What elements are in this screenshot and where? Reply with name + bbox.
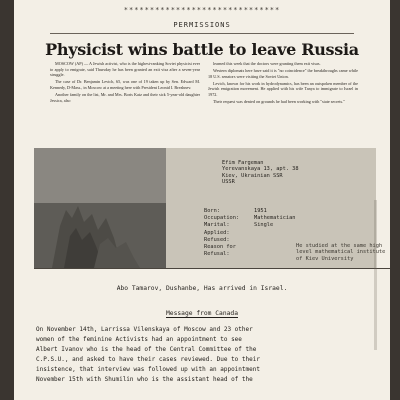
section-label: PERMISSIONS [173,21,231,29]
studied-line: of Kiev University [296,255,354,262]
portrait-photo [34,148,166,268]
field-value [248,230,254,237]
field-value: Mathematician [254,215,296,222]
field-value [248,244,254,251]
field-row [204,215,295,222]
divider [50,33,354,34]
clipping-paragraph: Another family on the list, Mr. and Mrs. Boris Katz and their sick 5-year-old daughter Jessica, also [50,91,200,103]
document-page [14,0,390,400]
address-line: Kiev, Ukrainian SSR [222,172,283,179]
message-title [14,310,390,317]
studied-note [296,243,385,262]
field-label: Refused: [204,236,230,243]
divider [34,268,390,269]
paper-edge-shadow [374,200,377,350]
field-row [204,208,295,215]
field-value [248,237,254,244]
address-block [222,160,299,186]
message-line: Albert Ivanov who is the head of the Central Committee of the [36,346,257,353]
field-label: Occupation: [204,215,240,222]
field-label: Refusal: [204,251,230,258]
field-value [248,251,254,258]
field-row [204,244,295,251]
clipping-paragraph: MOSCOW (AP) — A Jewish activist, who is the highest-ranking Soviet physicist ever to apply to emigrate, said Thursday he has been granted an exit visa after a seven-year struggle. [50,61,200,78]
field-label: Reason for [204,244,236,251]
clipping-left-column [50,61,200,105]
address-line: USSR [222,179,235,186]
field-value: Single [254,222,274,229]
message-line: insistence, that interview was followed up with an appointment [36,366,260,373]
message-line: On November 14th, Larrissa Vilenskaya of Moscow and 23 other [36,326,253,333]
address-line: Efim Fargeman [222,160,264,166]
message-line: C.P.S.U., and asked to have their cases reviewed. Due to their [36,356,260,363]
studied-line: He studied at the same high [296,243,383,249]
field-value: 1951 [254,208,267,214]
address-line: Yerevanskaya 13, apt. 38 [222,166,299,173]
field-row [204,222,295,229]
field-label: Born: [204,208,220,214]
clipping-paragraph: The case of Dr. Benjamin Levich, 65, was one of 19 taken up by Sen. Edward M. Kennedy, D-Mass., in Moscow at a meeting here with President Leonid I. Brezhnev. [50,79,200,90]
field-row [204,237,295,244]
clipping-paragraph: Western diplomats here have said it is "no coincidence" the breakthroughs came while 18 U.S. senators were visiting the Soviet Union. [208,68,358,79]
clipping-headline: Physicist wins battle to leave Russia [45,40,359,59]
message-line: women of the feminine Activists had an appointment to see [36,336,242,343]
message-title-text: Message from Canada [165,310,239,317]
clipping-paragraph: Levich, known for his work in hydrodynamics, has been an outspoken member of the Jewish emigration movement. He applied with his wife Tanya to immigrate to Israel in 1972. [208,80,358,97]
clipping-right-column [208,61,358,106]
clipping-paragraph: Their request was denied on grounds he had been working with "state secrets." [213,99,345,105]
clipping-paragraph: learned this week that the doctors were granting them exit visas. [213,61,321,66]
field-label: Applied: [204,229,230,236]
arrival-announcement: Abo Tamarov, Dushanbe, Has arrived in Israel. [116,285,288,292]
top-dot-rule: ****************************** [123,6,281,14]
message-line: November 15th with Shumilin who is the assistant head of the [36,376,253,383]
field-label: Marital: [204,222,230,229]
field-row [204,251,295,258]
studied-line: level mathematical institute [296,249,386,256]
profile-fields [204,208,295,258]
field-row [204,230,295,237]
message-body [36,325,356,385]
